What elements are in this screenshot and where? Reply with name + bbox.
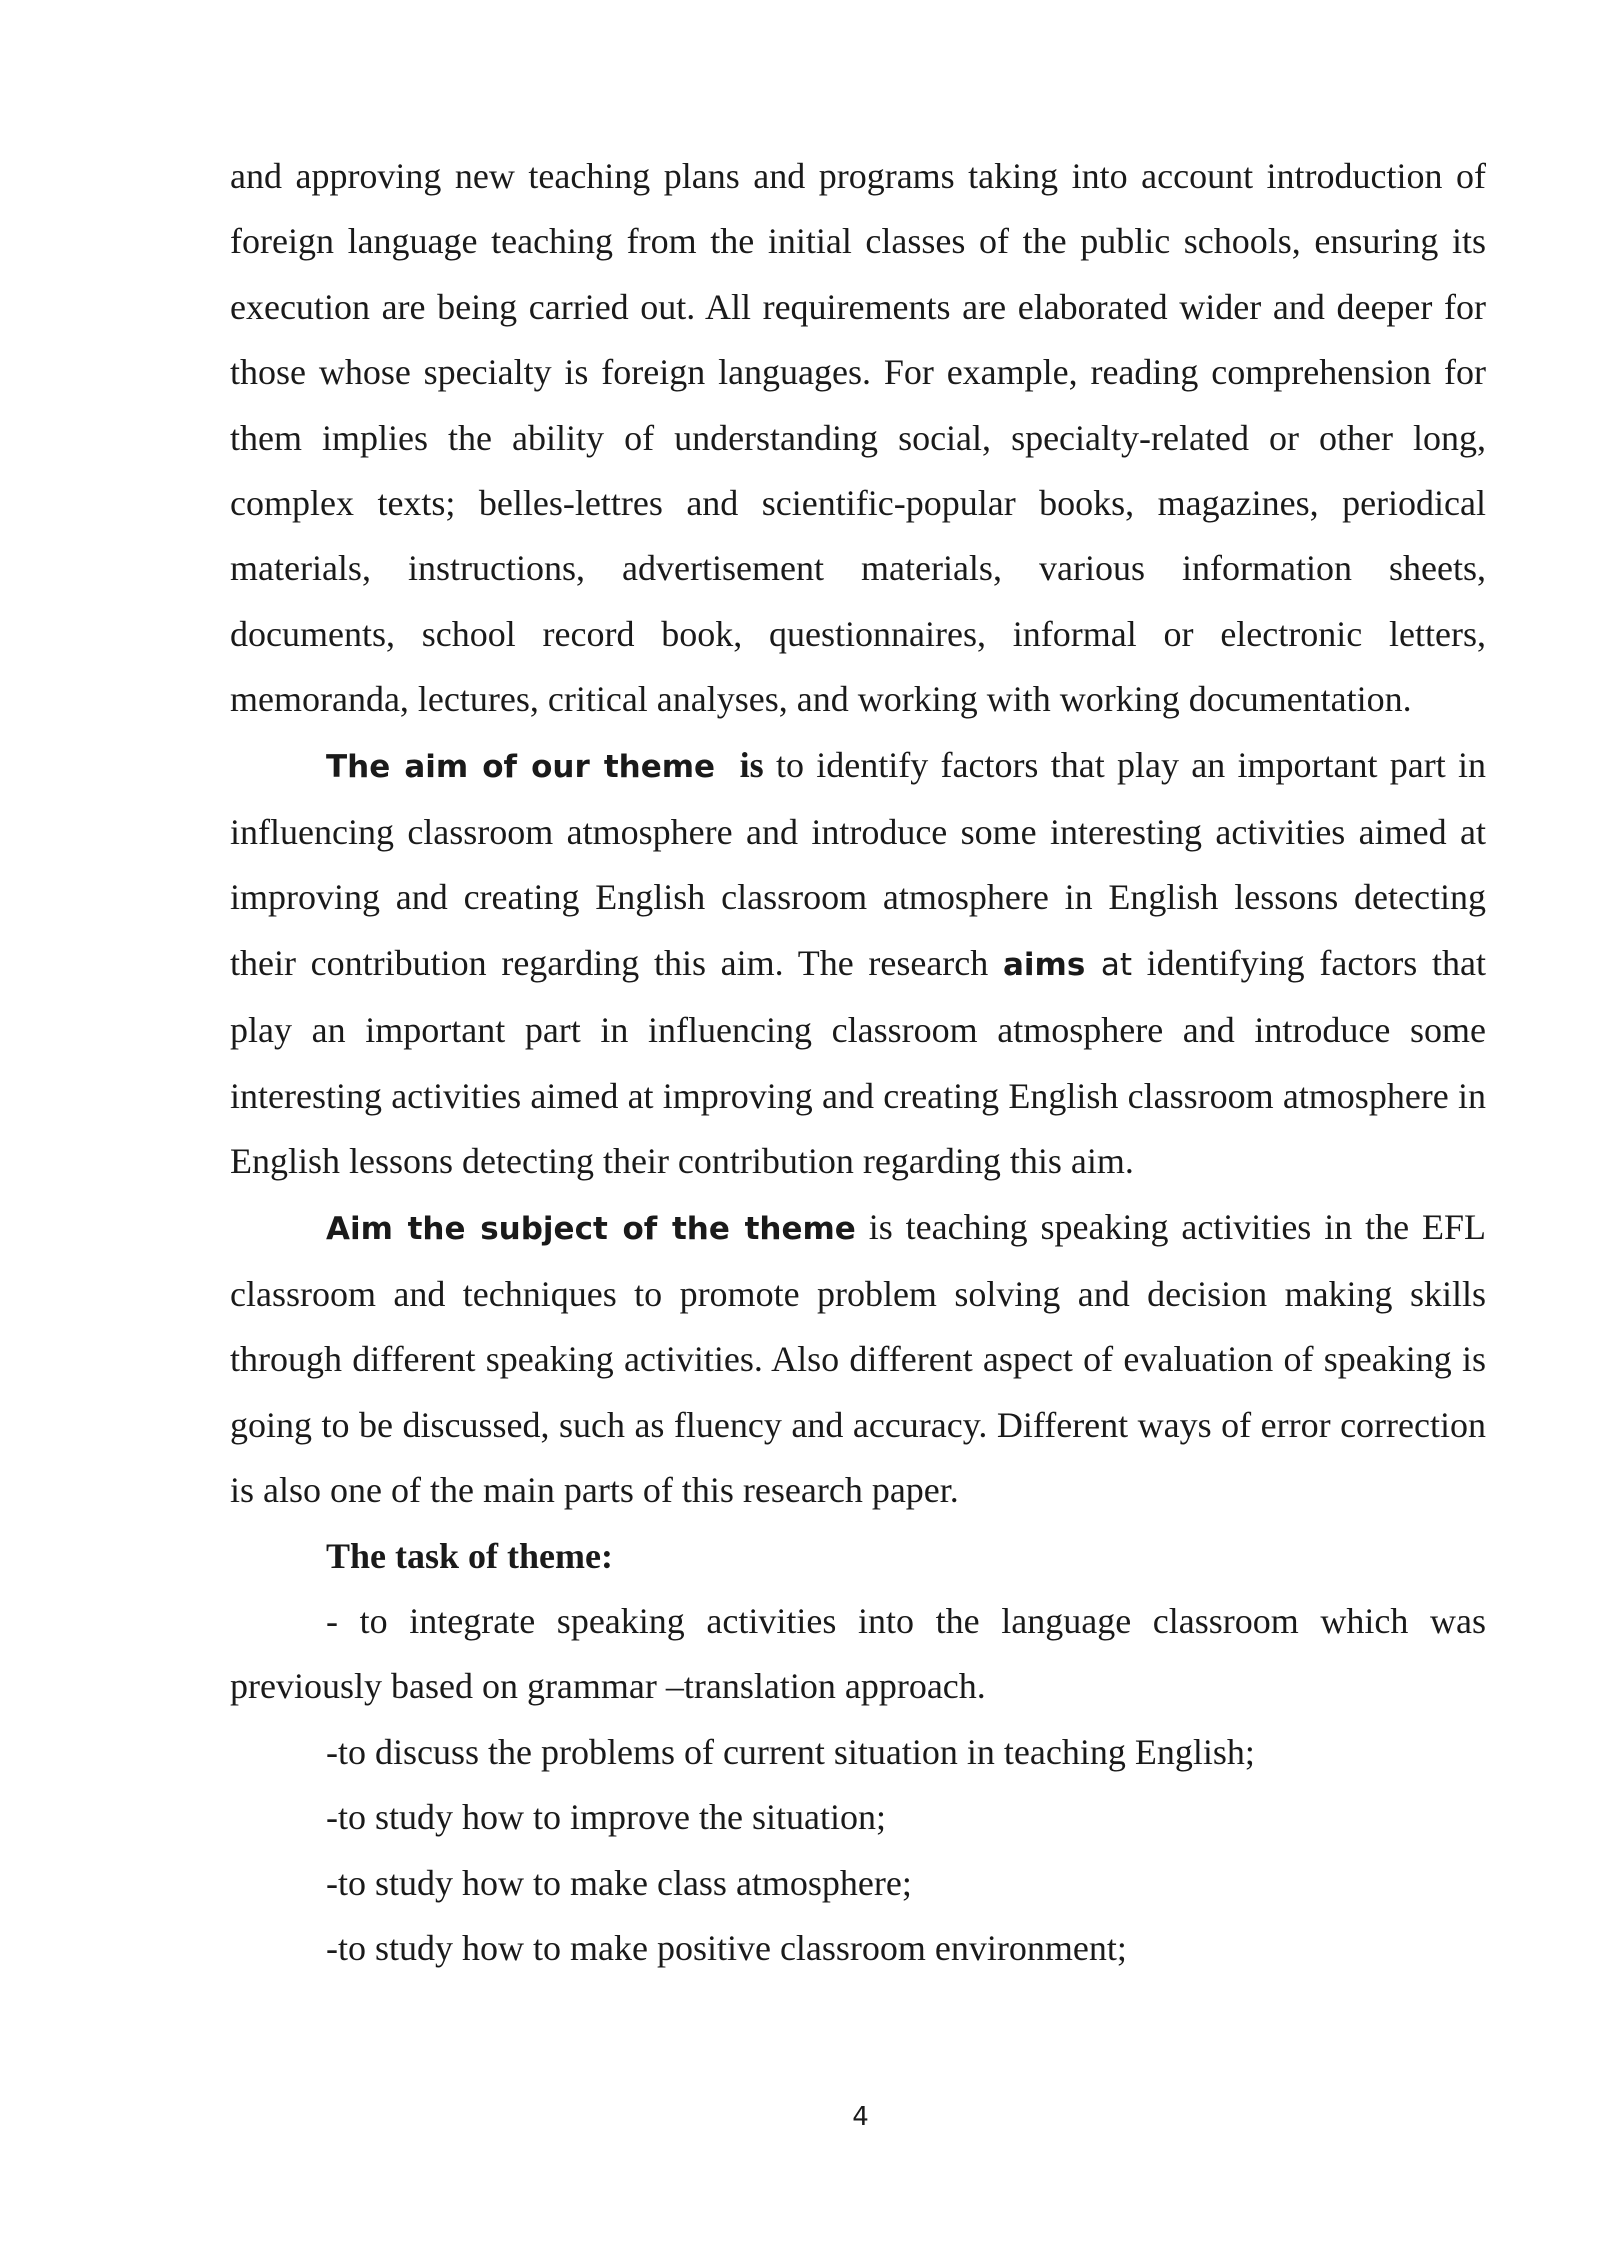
task-item-4: -to study how to make class atmosphere;: [326, 1862, 912, 1903]
task-item-5: -to study how to make positive classroom environment;: [326, 1927, 1127, 1968]
task-heading: The task of theme:: [326, 1535, 613, 1576]
page-number: 4: [852, 2102, 869, 2132]
aim-text-part2: identifying factors that play an important part in influencing classroom atmosphere and introduce some interesting activities aimed at improving and creating English classroom atmosphere in English lessons detecting their contribution regarding this aim.: [230, 942, 1486, 1182]
subject-text: is teaching speaking activities in the EFL classroom and techniques to promote problem solving and decision making skills through different speaking activities. Also different aspect of evaluation of speaking is going to be discussed, such as fluency and accuracy. Different ways of error correction is also one of the main parts of this research paper.: [230, 1206, 1486, 1511]
task-item-3: -to study how to improve the situation;: [326, 1797, 886, 1838]
aims-word: aims: [1002, 946, 1086, 983]
aim-label: The aim of our theme: [326, 748, 716, 785]
aim-label-is: is: [739, 744, 764, 785]
subject-label: Aim the subject of the theme: [326, 1210, 856, 1247]
subject-paragraph: [230, 1195, 1486, 1524]
document-body: [230, 144, 1486, 1981]
aim-text-part1: to identify factors that play an important part in influencing classroom atmosphere and introduce some interesting activities aimed at improving and creating English classroom atmosphere in English lessons detecting their contribution regarding this aim. The research: [230, 744, 1487, 983]
task-item-2: -to discuss the problems of current situation in teaching English;: [326, 1731, 1255, 1772]
intro-paragraph: and approving new teaching plans and programs taking into account introduction of foreign language teaching from the initial classes of the public schools, ensuring its execution are being carried out. All requirements are elaborated wider and deeper for those whose specialty is foreign languages. For example, reading comprehension for them implies the ability of understanding social, specialty-related or other long, complex texts; belles-lettres and scientific-popular books, magazines, periodical materials, instructions, advertisement materials, various information sheets, documents, school record book, questionnaires, informal or electronic letters, memoranda, lectures, critical analyses, and working with working documentation.: [230, 156, 1486, 720]
aim-paragraph: [230, 733, 1486, 1195]
at-word: at: [1085, 946, 1132, 983]
task-item-1: - to integrate speaking activities into the language classroom which was previously based on grammar –translation approach.: [230, 1600, 1486, 1707]
